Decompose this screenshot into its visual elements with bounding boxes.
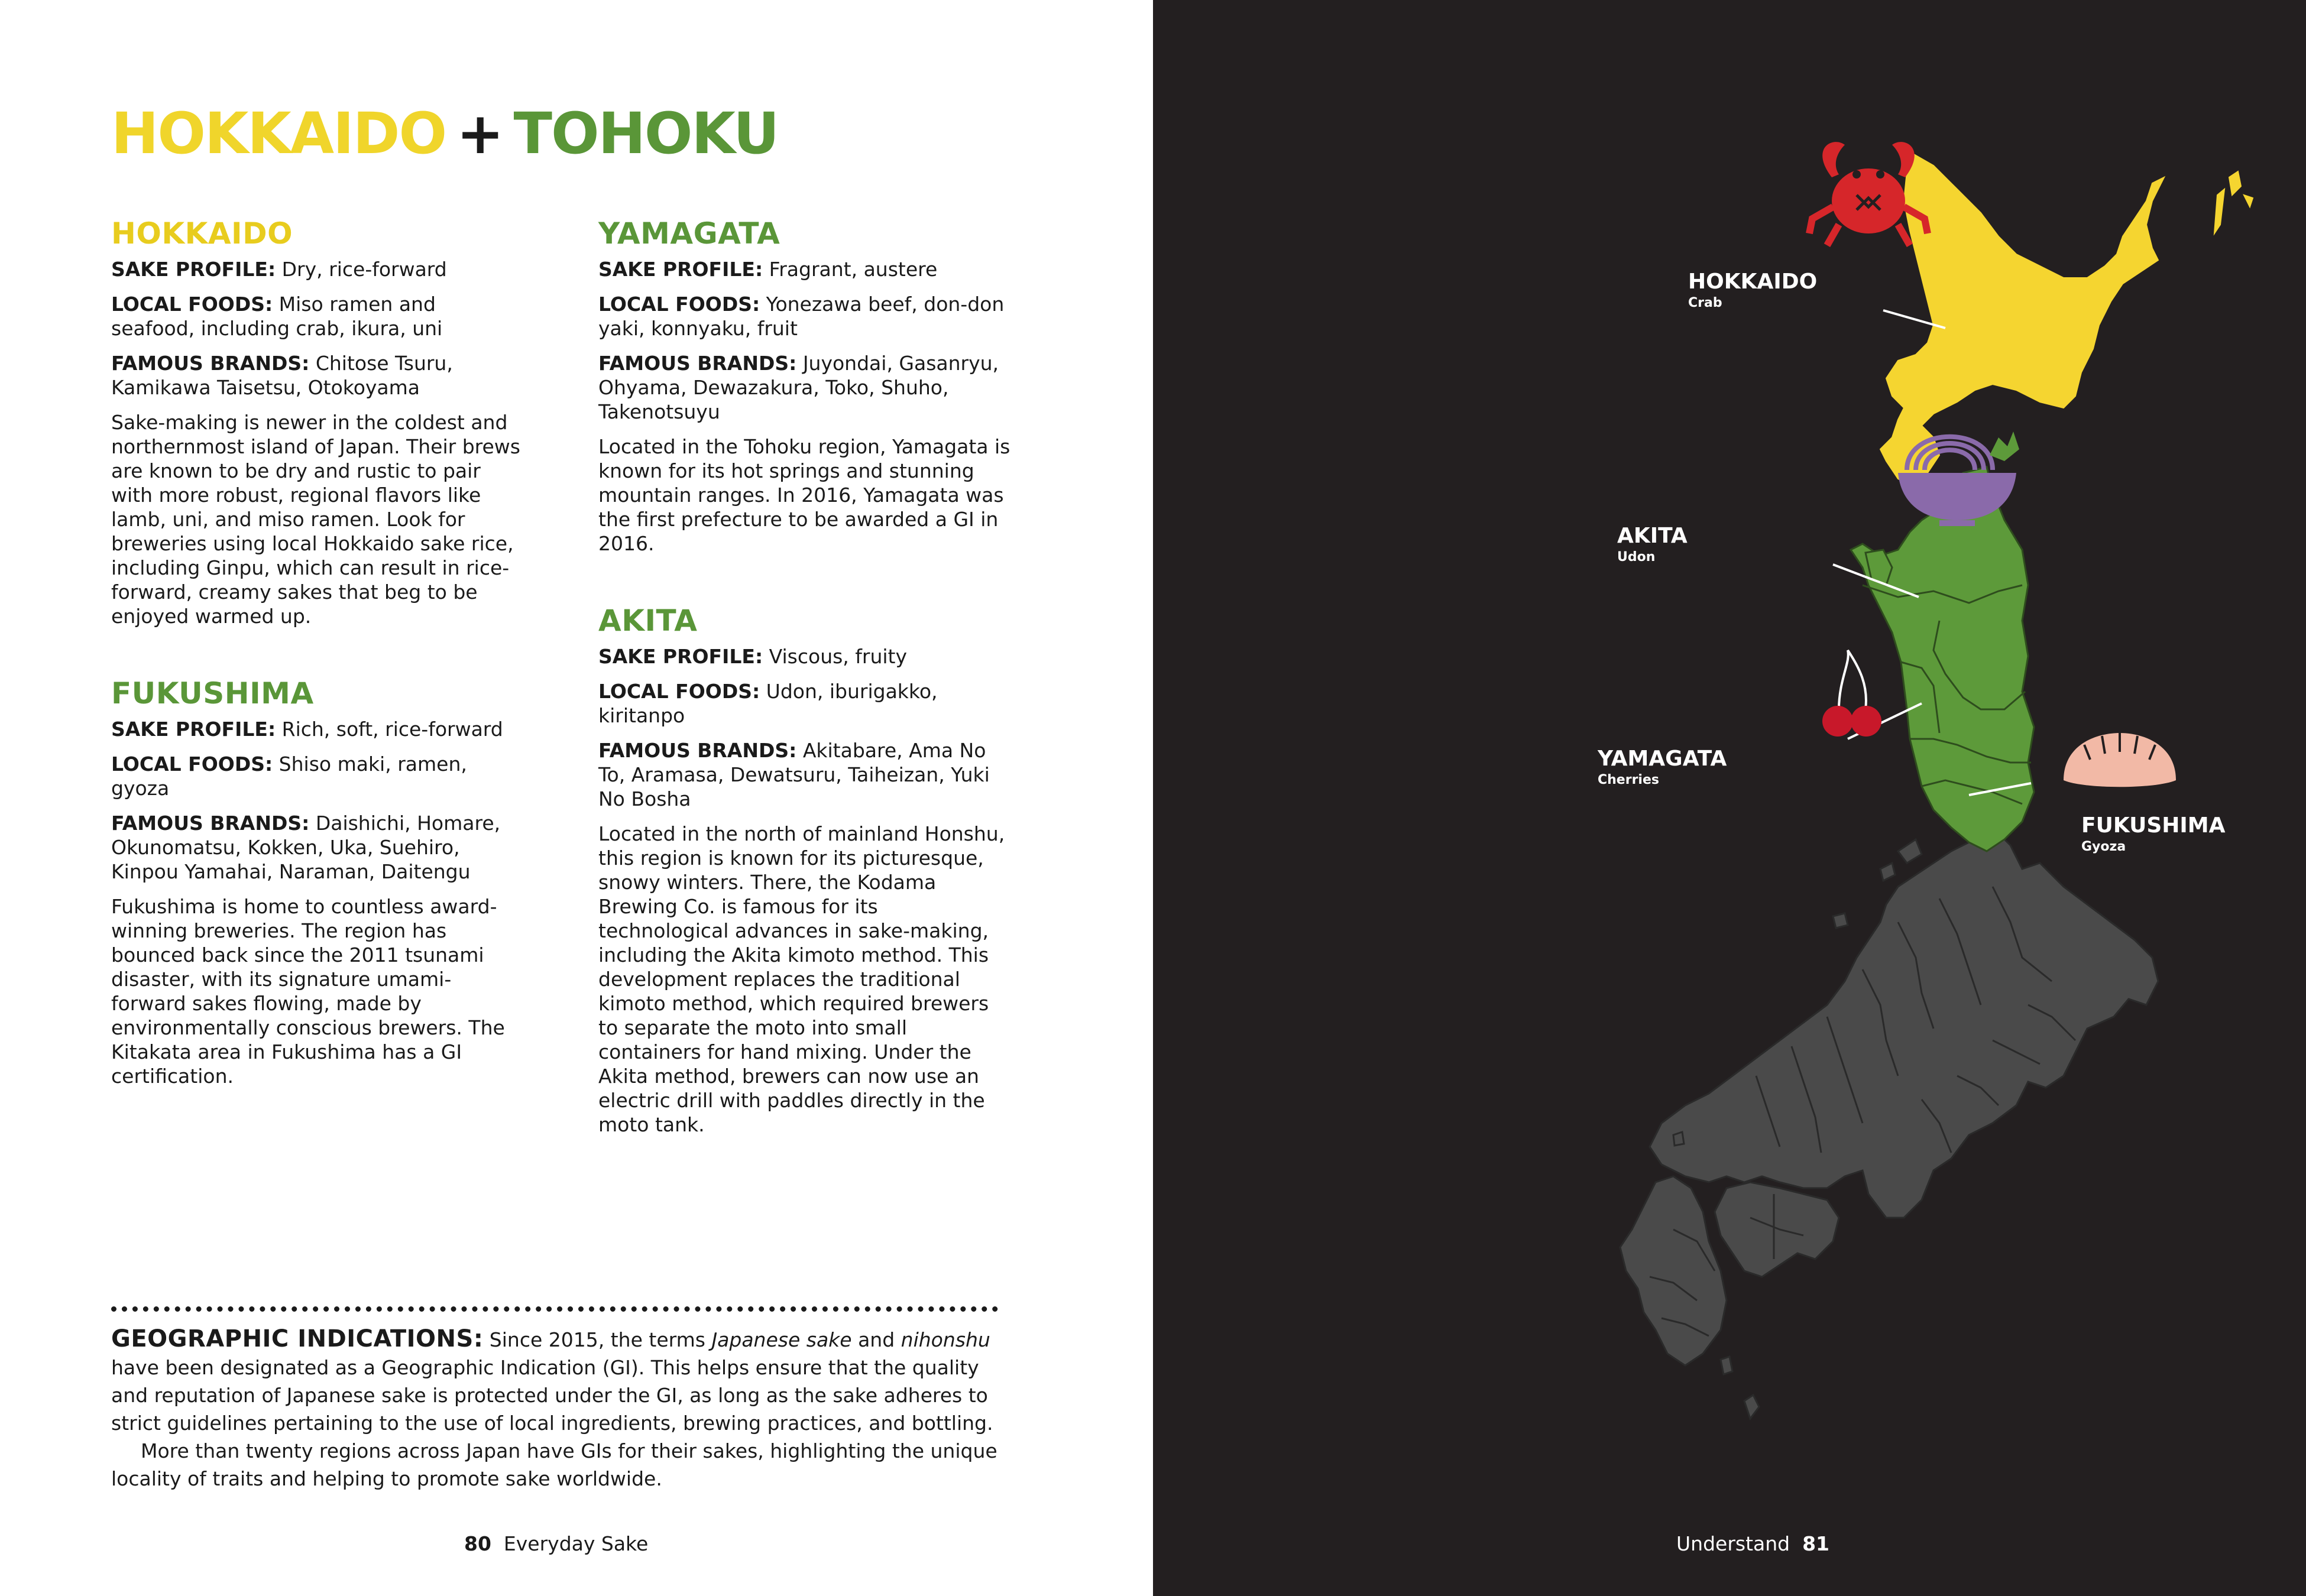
sake-profile-value: Rich, soft, rice-forward — [276, 718, 503, 741]
japan-map — [1153, 0, 2306, 1596]
local-foods-label: LOCAL FOODS: — [598, 680, 760, 703]
label-food: Cherries — [1598, 773, 1659, 787]
region-heading: HOKKAIDO — [111, 216, 293, 251]
running-title: Understand — [1676, 1532, 1790, 1555]
gi-term-nihonshu: nihonshu — [901, 1328, 990, 1351]
gi-text-a: Since 2015, the terms — [483, 1328, 712, 1351]
label-yamagata — [1598, 746, 1727, 789]
column-right — [598, 216, 1012, 1184]
label-fukushima — [2081, 813, 2225, 855]
region-fukushima — [111, 676, 525, 1088]
region-heading: YAMAGATA — [598, 216, 780, 251]
label-akita — [1617, 523, 1688, 566]
famous-brands-label: FAMOUS BRANDS: — [598, 352, 797, 375]
region-yamagata — [598, 216, 1012, 556]
label-food: Crab — [1688, 296, 1722, 310]
title-tohoku: TOHOKU — [513, 100, 779, 167]
region-description: Located in the Tohoku region, Yamagata is known for its hot springs and stunning mountain ranges. In 2016, Yamagata was the first prefecture to be awarded a GI in 2016. — [598, 435, 1011, 555]
famous-brands-label: FAMOUS BRANDS: — [111, 812, 310, 835]
geographic-indications-box — [111, 1325, 998, 1493]
region-description: Fukushima is home to countless award-winning breweries. The region has bounced back since the 2011 tsunami disaster, with its signature umami-forward sakes flowing, made by environmentally conscious brewers. The Kitakata area in Fukushima has a GI certification. — [111, 895, 505, 1088]
region-description: Located in the north of mainland Honshu, this region is known for its picturesque, snowy winters. There, the Kodama Brewing Co. is famous for its technological advances in sake-making, including the Akita kimoto method. This development replaces the traditional kimoto method, which required brewers to separate the moto into small containers for hand mixing. Under the Akita method, brewers can now use an electric drill with paddles directly in the moto tank. — [598, 822, 1005, 1136]
column-left — [111, 216, 525, 1136]
sake-profile — [598, 644, 1012, 669]
folio-left — [464, 1532, 648, 1555]
local-foods — [111, 292, 525, 340]
title-plus: + — [456, 100, 503, 167]
local-foods — [598, 292, 1012, 340]
gi-term-japanese-sake: Japanese sake — [711, 1328, 852, 1351]
local-foods-value: Yonezawa beef, don-don yaki, konnyaku, fruit — [598, 293, 1005, 340]
local-foods — [111, 752, 525, 800]
sake-profile-label: SAKE PROFILE: — [111, 718, 276, 741]
sake-profile — [598, 257, 1012, 281]
gi-paragraph-2: More than twenty regions across Japan have GIs for their sakes, highlighting the unique locality of traits and helping to promote sake worldwide. — [111, 1439, 997, 1490]
cherries-icon — [1822, 650, 1881, 737]
page-number: 81 — [1802, 1532, 1830, 1555]
sake-profile-label: SAKE PROFILE: — [598, 645, 763, 668]
gi-paragraph — [111, 1325, 998, 1437]
title-hokkaido: HOKKAIDO — [111, 100, 446, 167]
famous-brands-value: Chitose Tsuru, Kamikawa Taisetsu, Otokoyama — [111, 352, 453, 399]
local-foods-value: Shiso maki, ramen, gyoza — [111, 752, 467, 800]
label-food: Udon — [1617, 550, 1656, 565]
hokkaido-region — [1880, 154, 2253, 485]
local-foods-value: Udon, iburigakko, kiritanpo — [598, 680, 938, 727]
sake-profile-value: Fragrant, austere — [763, 258, 938, 281]
label-food: Gyoza — [2081, 839, 2126, 854]
local-foods-label: LOCAL FOODS: — [111, 293, 273, 316]
page-number: 80 — [464, 1532, 491, 1555]
gi-text-c: have been designated as a Geographic Indication (GI). This helps ensure that the quality and reputation of Japanese sake is protected under the GI, as long as the sake adheres to strict guidelines pertaining to the use of local ingredients, brewing practices, and bottling. — [111, 1356, 993, 1435]
famous-brands-value: Daishichi, Homare, Okunomatsu, Kokken, Uka, Suehiro, Kinpou Yamahai, Naraman, Daitengu — [111, 812, 501, 883]
region-description: Sake-making is newer in the coldest and northernmost island of Japan. Their brews are known to be dry and rustic to pair with more robust, regional flavors like lamb, uni, and miso ramen. Look for breweries using local Hokkaido sake rice, including Ginpu, which can result in rice-forward, creamy sakes that beg to be enjoyed warmed up. — [111, 411, 520, 628]
famous-brands-label: FAMOUS BRANDS: — [111, 352, 310, 375]
famous-brands-value: Akitabare, Ama No To, Aramasa, Dewatsuru, Taiheizan, Yuki No Bosha — [598, 739, 990, 810]
folio-right — [1676, 1532, 1829, 1555]
label-name: HOKKAIDO — [1688, 270, 1818, 294]
page-title — [111, 100, 778, 167]
local-foods-value: Miso ramen and seafood, including crab, ikura, uni — [111, 293, 443, 340]
running-title: Everyday Sake — [503, 1532, 649, 1555]
region-akita — [598, 603, 1012, 1137]
label-name: FUKUSHIMA — [2081, 813, 2226, 838]
label-name: AKITA — [1617, 524, 1688, 548]
label-hokkaido — [1688, 269, 1817, 312]
region-heading: FUKUSHIMA — [111, 676, 314, 711]
sake-profile-label: SAKE PROFILE: — [111, 258, 276, 281]
label-name: YAMAGATA — [1598, 747, 1727, 771]
region-hokkaido — [111, 216, 525, 628]
sake-profile — [111, 717, 525, 741]
gi-text-b: and — [851, 1328, 901, 1351]
sake-profile-value: Dry, rice-forward — [276, 258, 447, 281]
sake-profile — [111, 257, 525, 281]
sake-profile-label: SAKE PROFILE: — [598, 258, 763, 281]
famous-brands — [598, 738, 1012, 811]
gi-heading: GEOGRAPHIC INDICATIONS: — [111, 1325, 484, 1352]
local-foods — [598, 679, 1012, 728]
sake-profile-value: Viscous, fruity — [763, 645, 908, 668]
famous-brands — [111, 811, 525, 884]
famous-brands-label: FAMOUS BRANDS: — [598, 739, 797, 762]
famous-brands — [598, 351, 1012, 424]
local-foods-label: LOCAL FOODS: — [598, 293, 760, 316]
local-foods-label: LOCAL FOODS: — [111, 752, 273, 776]
gyoza-icon — [2064, 733, 2176, 787]
famous-brands — [111, 351, 525, 400]
dotted-divider — [111, 1306, 998, 1312]
region-heading: AKITA — [598, 604, 698, 638]
right-page — [1153, 0, 2306, 1596]
famous-brands-value: Juyondai, Gasanryu, Ohyama, Dewazakura, Toko, Shuho, Takenotsuyu — [598, 352, 999, 423]
rest-of-japan — [1620, 828, 2158, 1419]
